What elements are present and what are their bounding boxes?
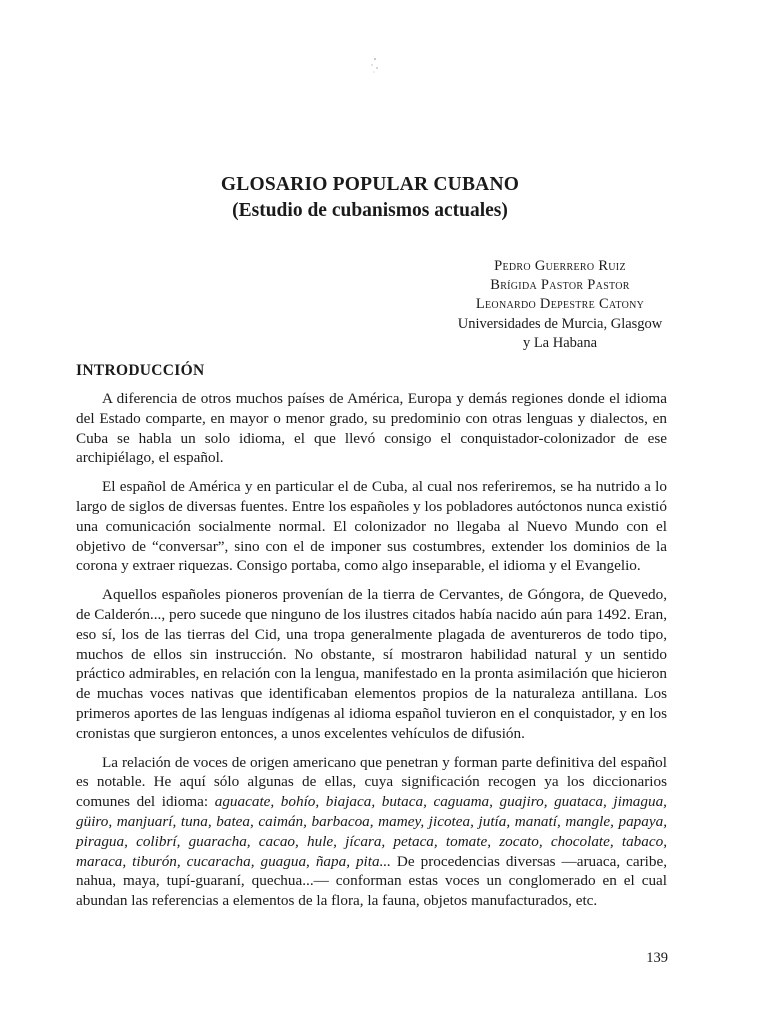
paragraph: El español de América y en particular el de Cuba, al cual nos referiremos, se ha nutrido a lo largo de siglos de diversas fuentes. Entre los españoles y los pobladores autóctonos nunca existió una comunicación socialmente normal. El colonizador no llegaba al Nuevo Mundo con el objetivo de “conversar”, sino con el de imponer sus costumbres, extender los dominios de la corona y extraer riquezas. Consigo portaba, como algo inseparable, el idioma y el Evangelio. <box>76 478 667 575</box>
article-subtitle: (Estudio de cubanismos actuales) <box>232 200 508 221</box>
author-name: Pedro Guerrero Ruiz <box>494 258 626 274</box>
author-name: Brígida Pastor Pastor <box>490 277 630 293</box>
body-text <box>76 389 667 920</box>
page-number: 139 <box>646 950 668 966</box>
author-block <box>440 257 680 353</box>
paragraph-text: La relación de voces de origen americano que penetran y forman parte definitiva del español es notable. He aquí sólo algunas de ellas, cuya significación recogen ya los diccionarios comunes del idioma: <box>76 753 667 811</box>
paragraph: Aquellos españoles pioneros provenían de la tierra de Cervantes, de Góngora, de Quevedo, de Calderón..., pero sucede que ninguno de los ilustres citados había nacido aún para 1492. Eran, eso sí, los de las tierras del Cid, una tropa generalmente plagada de aventureros de todo tipo, muchos de ellos sin instrucción. No obstante, sí mostraron habilidad natural y un sentido práctico admirables, en relación con la lengua, manifestado en la pronta asimilación que hicieron de muchas voces nativas que identificaban elementos propios de la naturaleza antillana. Los primeros aportes de las lenguas indígenas al idioma español tuvieron en el conquistador, y en los cronistas que surgieron entonces, a unos excelentes vehículos de difusión. <box>76 586 667 742</box>
paragraph: A diferencia de otros muchos países de América, Europa y demás regiones donde el idioma del Estado comparte, en mayor o menor grado, su predominio con otras lenguas y dialectos, en Cuba se habla un solo idioma, el que llevó consigo el conquistador-colonizador de ese archipiélago, el español. <box>76 390 667 467</box>
word-list: aguacate, bohío, biajaca, butaca, caguama, guajiro, guataca, jimagua, güiro, manjuarí, tuna, batea, caimán, barbacoa, mamey, jicotea, jutía, manatí, mangle, papaya, piragua, colibrí, guaracha, cacao, hule, jícara, petaca, tomate, zocato, chocolate, tabaco, maraca, tiburón, cucaracha, guagua, ñapa, pita... <box>76 793 667 870</box>
scan-speck <box>366 56 382 76</box>
paragraph <box>76 753 667 911</box>
article-title: GLOSARIO POPULAR CUBANO <box>220 174 520 195</box>
author-name: Leonardo Depestre Catony <box>475 296 645 312</box>
paragraph-text: De procedencias diversas —aruaca, caribe, nahua, maya, tupí-guaraní, quechua...— conforman estas voces un conglomerado en el cual abundan las referencias a elementos de la flora, la fauna, objetos manufacturados, etc. <box>76 852 667 910</box>
affiliation: Universidades de Murcia, Glasgow <box>457 316 663 332</box>
affiliation: y La Habana <box>522 335 598 351</box>
section-heading: INTRODUCCIÓN <box>76 362 205 379</box>
title-block <box>0 172 740 223</box>
